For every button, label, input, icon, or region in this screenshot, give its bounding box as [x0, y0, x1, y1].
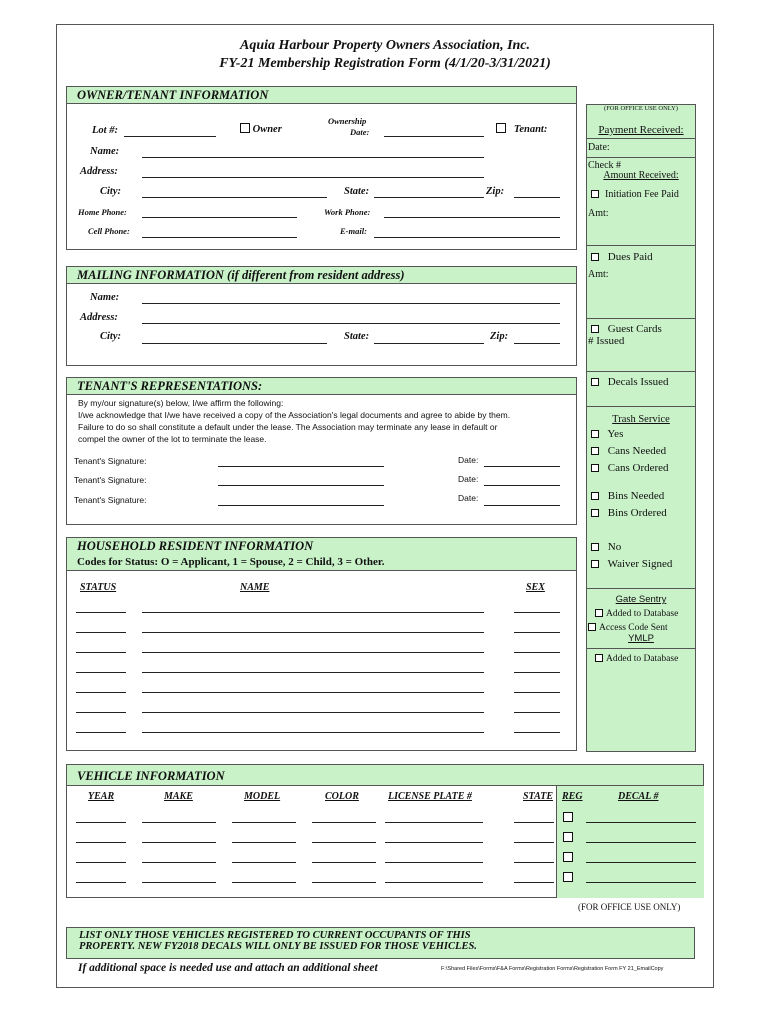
- household-col-name: NAME: [240, 582, 270, 593]
- cans-needed-label: Cans Needed: [607, 445, 667, 457]
- trash-service: Trash Service: [612, 414, 670, 425]
- tenant-sig-field-2[interactable]: [218, 485, 384, 486]
- form-title: Aquia Harbour Property Owners Association, Inc.: [239, 38, 531, 53]
- bins-ordered-label: Bins Ordered: [607, 507, 667, 519]
- footer-file-path: F:\Shared Files\Forms\F&A Forms\Registration Forms\Registration Form FY 21_EmailCopy: [441, 966, 664, 972]
- tenant-sig-field-1[interactable]: [218, 466, 384, 467]
- mailing-name-label: Name:: [90, 292, 120, 303]
- zip-field[interactable]: [514, 197, 560, 198]
- tenant-sig-field-3[interactable]: [218, 505, 384, 506]
- trash-yes-option[interactable]: [586, 428, 696, 440]
- tenant-rep-line2: I/we acknowledge that I/we have received a copy of the Association's legal documents and agree to abide by them.: [78, 410, 511, 420]
- trash-no-option[interactable]: [586, 541, 696, 553]
- email-field[interactable]: [374, 237, 560, 238]
- mailing-zip-label: Zip:: [490, 331, 509, 342]
- vehicle-plate-field-4[interactable]: [385, 882, 483, 883]
- household-status-field-6[interactable]: [76, 712, 126, 713]
- decals-issued-checkbox[interactable]: [591, 378, 599, 386]
- household-sex-field-4[interactable]: [514, 672, 560, 673]
- guest-cards-option[interactable]: [586, 323, 696, 335]
- tenant-rep-line4: compel the owner of the lot to terminate the lease.: [78, 434, 267, 444]
- dues-paid-label: Dues Paid: [607, 251, 653, 263]
- tenant-date-label-1: Date:: [458, 455, 479, 465]
- vehicle-state-field-3[interactable]: [514, 862, 554, 863]
- household-sex-field-1[interactable]: [514, 612, 560, 613]
- office-content: [586, 104, 696, 664]
- vehicle-col-plate: LICENSE PLATE #: [388, 791, 472, 802]
- footer-additional: If additional space is needed use and attach an additional sheet: [78, 962, 378, 974]
- vehicle-plate-field-3[interactable]: [385, 862, 483, 863]
- trash-yes-label: Yes: [607, 428, 624, 440]
- owner-checkbox[interactable]: [240, 123, 250, 133]
- vehicle-year-field-3[interactable]: [76, 862, 126, 863]
- vehicle-decal-field-2[interactable]: [586, 842, 696, 843]
- owner-option-label: Owner: [252, 124, 282, 135]
- household-header: HOUSEHOLD RESIDENT INFORMATION: [77, 539, 314, 553]
- owner-option[interactable]: [240, 123, 282, 135]
- vehicle-state-field-1[interactable]: [514, 822, 554, 823]
- owner-section-box: [66, 86, 577, 250]
- household-name-field-1[interactable]: [142, 612, 484, 613]
- vehicle-col-make: MAKE: [164, 791, 193, 802]
- vehicle-year-field-4[interactable]: [76, 882, 126, 883]
- vehicle-plate-field-2[interactable]: [385, 842, 483, 843]
- waiver-signed-label: Waiver Signed: [607, 558, 673, 570]
- vehicle-color-field-4[interactable]: [312, 882, 376, 883]
- vehicle-state-field-4[interactable]: [514, 882, 554, 883]
- tenant-date-field-1[interactable]: [484, 466, 560, 467]
- dues-paid-option[interactable]: [586, 251, 696, 263]
- vehicle-decal-field-1[interactable]: [586, 822, 696, 823]
- vehicle-color-field-2[interactable]: [312, 842, 376, 843]
- ymlp-added-db-option[interactable]: [586, 654, 696, 664]
- ownership-label: Ownership: [328, 116, 367, 126]
- tenant-sig-label-2: Tenant's Signature:: [74, 475, 147, 485]
- vehicle-reg-checkbox-3[interactable]: [563, 852, 573, 862]
- vehicle-col-state: STATE: [523, 791, 554, 802]
- vehicle-reg-checkbox-2[interactable]: [563, 832, 573, 842]
- footer-notice-box: [66, 927, 695, 959]
- household-header-band: [66, 537, 577, 571]
- work-phone-label: Work Phone:: [324, 207, 371, 217]
- waiver-signed-option[interactable]: [586, 558, 696, 570]
- household-name-field-3[interactable]: [142, 652, 484, 653]
- dues-amt: Amt:: [588, 269, 609, 280]
- household-name-field-2[interactable]: [142, 632, 484, 633]
- cans-needed-option[interactable]: [586, 445, 696, 457]
- household-name-field-5[interactable]: [142, 692, 484, 693]
- cans-ordered-option[interactable]: [586, 462, 696, 474]
- owner-section-header: OWNER/TENANT INFORMATION: [66, 86, 577, 104]
- vehicle-decal-field-3[interactable]: [586, 862, 696, 863]
- address-field[interactable]: [142, 177, 484, 178]
- bins-ordered-option[interactable]: [586, 507, 696, 519]
- vehicle-model-field-3[interactable]: [232, 862, 296, 863]
- tenant-date-field-3[interactable]: [484, 505, 560, 506]
- home-phone-field[interactable]: [142, 217, 297, 218]
- household-sex-field-3[interactable]: [514, 652, 560, 653]
- vehicle-make-field-1[interactable]: [142, 822, 216, 823]
- trash-no-checkbox[interactable]: [591, 543, 599, 551]
- mailing-address-field[interactable]: [142, 323, 560, 324]
- gate-added-db-option[interactable]: [586, 609, 696, 619]
- ymlp-added-db-checkbox[interactable]: [595, 654, 603, 662]
- ownership-date-field[interactable]: [384, 136, 484, 137]
- household-sex-field-7[interactable]: [514, 732, 560, 733]
- tenant-option[interactable]: [496, 123, 547, 135]
- household-codes: Codes for Status: O = Applicant, 1 = Spouse, 2 = Child, 3 = Other.: [77, 556, 385, 568]
- state-field[interactable]: [374, 197, 484, 198]
- initiation-fee-label: Initiation Fee Paid: [605, 189, 679, 200]
- footer-list-line1: LIST ONLY THOSE VEHICLES REGISTERED TO CURRENT OCCUPANTS OF THIS: [79, 930, 471, 941]
- gate-added-db-checkbox[interactable]: [595, 609, 603, 617]
- vehicle-model-field-2[interactable]: [232, 842, 296, 843]
- vehicle-plate-field-1[interactable]: [385, 822, 483, 823]
- vehicle-col-year: YEAR: [88, 791, 115, 802]
- mailing-address-label: Address:: [80, 312, 118, 323]
- vehicle-col-model: MODEL: [244, 791, 281, 802]
- household-name-field-4[interactable]: [142, 672, 484, 673]
- tenant-rep-header: TENANT'S REPRESENTATIONS:: [66, 377, 577, 395]
- form-subtitle: FY-21 Membership Registration Form (4/1/20-3/31/2021): [219, 56, 551, 71]
- bins-needed-option[interactable]: [586, 490, 696, 502]
- ymlp: YMLP: [628, 633, 654, 644]
- vehicle-model-field-4[interactable]: [232, 882, 296, 883]
- vehicle-reg-checkbox-4[interactable]: [563, 872, 573, 882]
- state-label: State:: [344, 186, 370, 197]
- check-number: Check #: [588, 160, 622, 171]
- initiation-amt: Amt:: [588, 208, 609, 219]
- office-use-bottom: (FOR OFFICE USE ONLY): [578, 902, 681, 912]
- tenant-checkbox[interactable]: [496, 123, 506, 133]
- vehicle-color-field-3[interactable]: [312, 862, 376, 863]
- ownership-date-label: Date:: [350, 127, 370, 137]
- mailing-name-field[interactable]: [142, 303, 560, 304]
- household-col-status: STATUS: [80, 582, 117, 593]
- household-status-field-1[interactable]: [76, 612, 126, 613]
- decals-issued-option[interactable]: [586, 376, 696, 388]
- office-use-top: (FOR OFFICE USE ONLY): [604, 105, 678, 112]
- household-status-field-4[interactable]: [76, 672, 126, 673]
- lot-field[interactable]: [124, 136, 216, 137]
- vehicle-col-reg: REG: [562, 791, 583, 802]
- vehicle-year-field-1[interactable]: [76, 822, 126, 823]
- mailing-state-field[interactable]: [374, 343, 484, 344]
- household-sex-field-5[interactable]: [514, 692, 560, 693]
- city-field[interactable]: [142, 197, 327, 198]
- tenant-date-label-2: Date:: [458, 474, 479, 484]
- gate-added-db-label: Added to Database: [606, 609, 679, 619]
- bins-needed-checkbox[interactable]: [591, 492, 599, 500]
- tenant-date-field-2[interactable]: [484, 485, 560, 486]
- guest-cards-checkbox[interactable]: [591, 325, 599, 333]
- bins-needed-label: Bins Needed: [607, 490, 665, 502]
- waiver-signed-checkbox[interactable]: [591, 560, 599, 568]
- cell-phone-field[interactable]: [142, 237, 297, 238]
- mailing-section-header: MAILING INFORMATION (if different from resident address): [66, 266, 577, 284]
- vehicle-make-field-3[interactable]: [142, 862, 216, 863]
- vehicle-model-field-1[interactable]: [232, 822, 296, 823]
- address-label: Address:: [80, 166, 118, 177]
- trash-no-label: No: [607, 541, 622, 553]
- household-sex-field-6[interactable]: [514, 712, 560, 713]
- mailing-zip-field[interactable]: [514, 343, 560, 344]
- name-field[interactable]: [142, 157, 484, 158]
- home-phone-label: Home Phone:: [78, 207, 127, 217]
- household-status-field-7[interactable]: [76, 732, 126, 733]
- cell-phone-label: Cell Phone:: [88, 226, 130, 236]
- email-label: E-mail:: [340, 226, 367, 236]
- access-code-label: Access Code Sent: [599, 623, 668, 633]
- footer-list-line2: PROPERTY. NEW FY2018 DECALS WILL ONLY BE ISSUED FOR THOSE VEHICLES.: [79, 941, 477, 952]
- payment-received: Payment Received:: [598, 124, 684, 136]
- trash-yes-checkbox[interactable]: [591, 430, 599, 438]
- vehicle-header: VEHICLE INFORMATION: [66, 764, 704, 786]
- vehicle-year-field-2[interactable]: [76, 842, 126, 843]
- household-name-field-7[interactable]: [142, 732, 484, 733]
- tenant-date-label-3: Date:: [458, 493, 479, 503]
- household-status-field-5[interactable]: [76, 692, 126, 693]
- gate-sentry: Gate Sentry: [615, 594, 667, 605]
- amount-received: Amount Received:: [603, 170, 679, 181]
- lot-label: Lot #:: [92, 125, 118, 136]
- household-col-sex: SEX: [526, 582, 545, 593]
- vehicle-reg-checkbox-1[interactable]: [563, 812, 573, 822]
- vehicle-col-color: COLOR: [325, 791, 359, 802]
- mailing-state-label: State:: [344, 331, 370, 342]
- cans-needed-checkbox[interactable]: [591, 447, 599, 455]
- cans-ordered-label: Cans Ordered: [607, 462, 669, 474]
- guest-cards-issued: # Issued: [588, 335, 625, 347]
- vehicle-color-field-1[interactable]: [312, 822, 376, 823]
- tenant-rep-line3: Failure to do so shall constitute a default under the lease. The Association may terminate any lease in default or: [78, 422, 498, 432]
- decals-issued-label: Decals Issued: [607, 376, 669, 388]
- vehicle-make-field-4[interactable]: [142, 882, 216, 883]
- tenant-rep-line1: By my/our signature(s) below, I/we affirm the following:: [78, 398, 284, 408]
- bins-ordered-checkbox[interactable]: [591, 509, 599, 517]
- ymlp-added-db-label: Added to Database: [606, 654, 679, 664]
- vehicle-col-decal: DECAL #: [618, 791, 659, 802]
- guest-cards-label: Guest Cards: [607, 323, 662, 335]
- mailing-city-label: City:: [100, 331, 121, 342]
- tenant-sig-label-3: Tenant's Signature:: [74, 495, 147, 505]
- household-name-field-6[interactable]: [142, 712, 484, 713]
- household-status-field-2[interactable]: [76, 632, 126, 633]
- dues-paid-checkbox[interactable]: [591, 253, 599, 261]
- access-code-option[interactable]: [586, 623, 696, 633]
- initiation-fee-checkbox[interactable]: [591, 190, 599, 198]
- city-label: City:: [100, 186, 121, 197]
- household-status-field-3[interactable]: [76, 652, 126, 653]
- payment-date: Date:: [588, 142, 610, 153]
- initiation-fee-option[interactable]: [586, 189, 696, 200]
- tenant-option-label: Tenant:: [513, 124, 548, 135]
- vehicle-state-field-2[interactable]: [514, 842, 554, 843]
- cans-ordered-checkbox[interactable]: [591, 464, 599, 472]
- household-sex-field-2[interactable]: [514, 632, 560, 633]
- access-code-checkbox[interactable]: [588, 623, 596, 631]
- mailing-city-field[interactable]: [142, 343, 327, 344]
- work-phone-field[interactable]: [384, 217, 560, 218]
- vehicle-make-field-2[interactable]: [142, 842, 216, 843]
- tenant-sig-label-1: Tenant's Signature:: [74, 456, 147, 466]
- name-label: Name:: [90, 146, 120, 157]
- vehicle-decal-field-4[interactable]: [586, 882, 696, 883]
- zip-label: Zip:: [486, 186, 505, 197]
